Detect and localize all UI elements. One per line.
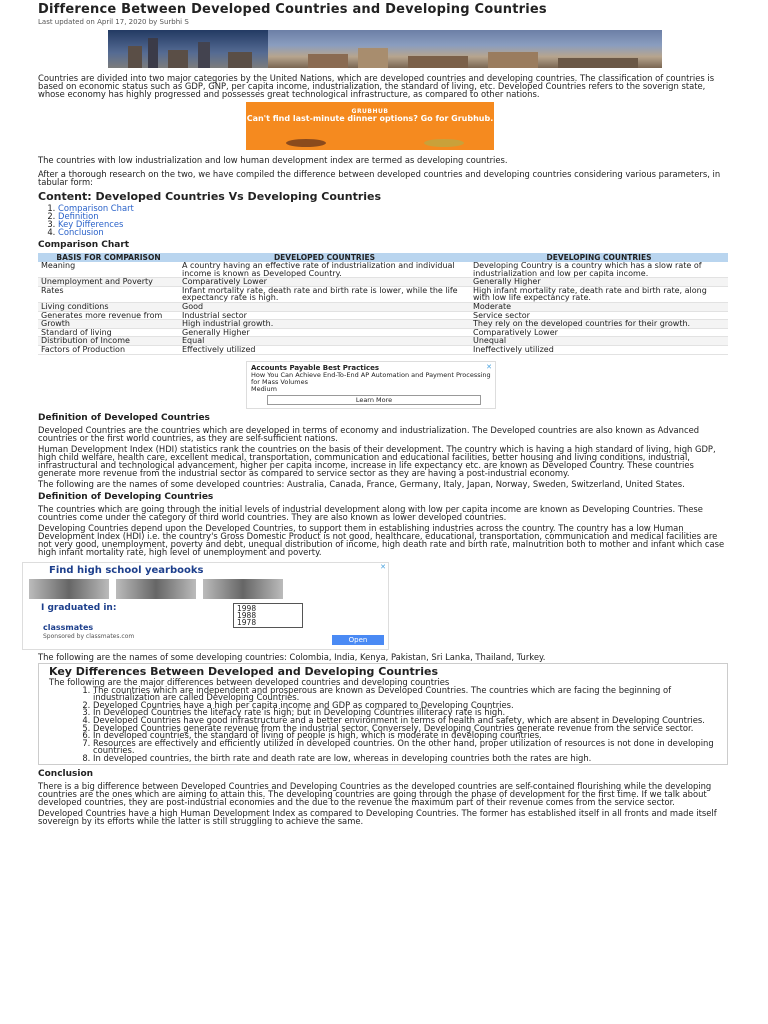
- ad-close-icon[interactable]: ✕: [486, 362, 492, 371]
- conclusion-p2: Developed Countries have a high Human Development Index as compared to Developing Countries. The former has established itself in all fronts and made itself sovereign by its efforts while the latter is still struggling to achieve the same.: [38, 808, 717, 827]
- hero-building: [198, 42, 210, 68]
- food-image-icon: [424, 139, 464, 147]
- def-developing-heading: Definition of Developing Countries: [38, 491, 214, 502]
- table-cell: Equal: [179, 337, 470, 346]
- article-title: Difference Between Developed Countries and Developing Countries: [38, 2, 547, 17]
- table-cell: Effectively utilized: [179, 345, 470, 354]
- table-cell: A country having an effective rate of industrialization and individual income is known as Developed Country.: [179, 262, 470, 278]
- research-paragraph: After a thorough research on the two, we have compiled the difference between developed countries and developing countries considering various parameters, in tabular form:: [38, 169, 721, 187]
- hero-building: [488, 52, 538, 68]
- def-developing-p2: Developing Countries depend upon the Developed Countries, to support them in establishing industries across the country. The country has a low Human Development Index (HDI) i.e. the country's Gross Domestic Product is not good, healthcare, educational, transportation, communication and medical facilities are not very good, unemployment, poverty and debt, unequal distribution of income, high death rate and birth rate, malnutrition both to mother and infant which case high infant mortality rate, high level of unemployment and poverty.: [38, 522, 725, 557]
- table-row: [38, 328, 728, 337]
- hero-building: [168, 50, 188, 68]
- hero-building: [558, 58, 638, 68]
- table-header: DEVELOPED COUNTRIES: [179, 253, 470, 262]
- toc-item: [58, 220, 728, 228]
- table-cell: Ineffectively utilized: [470, 345, 728, 354]
- yearbook-photos: [29, 579, 285, 603]
- toc-link-conclusion[interactable]: Conclusion: [58, 227, 104, 237]
- hero-building: [148, 38, 158, 68]
- hero-building: [128, 46, 142, 68]
- year-option[interactable]: 1998: [237, 603, 257, 613]
- food-image-icon: [286, 139, 326, 147]
- table-cell: Good: [179, 302, 470, 311]
- table-cell: Unequal: [470, 337, 728, 346]
- table-cell: Comparatively Lower: [179, 278, 470, 287]
- toc-item: [58, 228, 728, 236]
- toc-link-key-differences[interactable]: Key Differences: [58, 219, 124, 229]
- list-item: 6. In developed countries, the standard of living of people is high, which is moderate in developing countries.: [93, 732, 717, 740]
- table-cell: Unemployment and Poverty: [38, 278, 179, 287]
- table-cell: Infant mortality rate, death rate and birth rate is lower, while the life expectancy rate is high.: [179, 286, 470, 302]
- medium-ad-body: How You Can Achieve End-To-End AP Automation and Payment Processing for Mass Volumes: [251, 370, 491, 386]
- comparison-heading: Comparison Chart: [38, 240, 130, 250]
- table-cell: Factors of Production: [38, 345, 179, 354]
- ad-close-icon[interactable]: ✕: [380, 562, 386, 571]
- table-cell: Generates more revenue from: [38, 311, 179, 320]
- table-cell: Comparatively Lower: [470, 328, 728, 337]
- classmates-ad[interactable]: [22, 562, 389, 650]
- table-cell: Rates: [38, 286, 179, 302]
- table-of-contents: [38, 204, 728, 236]
- table-cell: Living conditions: [38, 302, 179, 311]
- intro-paragraph: Countries are divided into two major categories by the United Nations, which are developed countries and developing countries. The classification of countries is based on economic status such as GDP, GNP, per capita income, industrialization, the standard of living, etc. Developed Countries refers to the soverign state, whose economy has highly progressed and possesses great technological infrastructure, as compared to other nations.: [38, 73, 715, 99]
- table-cell: High infant mortality rate, death rate and birth rate, along with low life expectancy rate.: [470, 286, 728, 302]
- learn-more-button[interactable]: Learn More: [267, 395, 481, 405]
- table-row: [38, 262, 728, 278]
- year-select[interactable]: [233, 603, 303, 628]
- key-differences-intro: The following are the major differences between developed countries and developing countries: [49, 676, 450, 687]
- hero-building: [308, 54, 348, 68]
- table-row: [38, 320, 728, 329]
- table-cell: Service sector: [470, 311, 728, 320]
- table-header: DEVELOPING COUNTRIES: [470, 253, 728, 262]
- medium-ad[interactable]: [246, 361, 496, 409]
- year-option[interactable]: 1988: [237, 610, 257, 620]
- def-developing-p3: The following are the names of some developing countries: Colombia, India, Kenya, Pakistan, Sri Lanka, Thailand, Turkey.: [38, 651, 546, 662]
- table-row: [38, 337, 728, 346]
- classmates-ad-headline: Find high school yearbooks: [49, 564, 204, 576]
- key-differences-list: [49, 684, 717, 763]
- medium-ad-headline: Accounts Payable Best Practices: [251, 363, 380, 372]
- table-cell: Developing Country is a country which has a slow rate of industrialization and low per capita income.: [470, 262, 728, 278]
- toc-item: [58, 204, 728, 212]
- list-item: 2. Developed Countries have a high per capita income and GDP as compared to Developing Countries.: [93, 702, 717, 710]
- hero-building: [408, 56, 468, 68]
- list-item: 4. Developed Countries have good infrastructure and a better environment in terms of health and safety, which are absent in Developing Countries.: [93, 717, 717, 725]
- list-item: 1. The countries which are independent and prosperous are known as Developed Countries. The countries which are facing the beginning of industrialization are called Developing Countries.: [93, 687, 717, 702]
- sponsored-label: Sponsored by classmates.com: [43, 632, 135, 640]
- table-cell: Meaning: [38, 262, 179, 278]
- toc-item: [58, 212, 728, 220]
- yearbook-photo: [116, 579, 196, 599]
- table-cell: Distribution of Income: [38, 337, 179, 346]
- graduated-label: I graduated in:: [41, 602, 117, 613]
- table-cell: They rely on the developed countries for their growth.: [470, 320, 728, 329]
- open-button[interactable]: Open: [332, 635, 384, 645]
- toc-link-comparison[interactable]: Comparison Chart: [58, 203, 134, 213]
- content-heading: Content: Developed Countries Vs Developing Countries: [38, 190, 382, 203]
- def-developed-p2: Human Development Index (HDI) statistics rank the countries on the basis of their development. The country which is having a high standard of living, high GDP, high child welfare, health care, excellent medical, transportation, communication and educational facilities, better housing and living conditions, industrial, infrastructural and technological advancement, higher per capita income, increase in life expectancy etc. are known as Developed Country. These countries generate more revenue from the industrial sector as compared to service sector as they are having a post-industrial economy.: [38, 443, 716, 478]
- comparison-table: [38, 253, 728, 355]
- def-developed-p1: Developed Countries are the countries which are developed in terms of economy and industrialization. The Developed countries are also known as Advanced countries or the first world countries, as they are self-sufficient nations.: [38, 424, 700, 443]
- year-option[interactable]: 1978: [237, 617, 257, 627]
- yearbook-photo: [203, 579, 283, 599]
- table-cell: Moderate: [470, 302, 728, 311]
- table-row: [38, 278, 728, 287]
- def-developed-p3: The following are the names of some developed countries: Australia, Canada, France, Germany, Italy, Japan, Norway, Sweden, Switzerland, United States.: [38, 478, 685, 489]
- article-content: [38, 0, 728, 825]
- grubhub-ad-text: Can't find last-minute dinner options? Go for Grubhub.: [246, 114, 494, 123]
- article-meta: Last updated on April 17, 2020 by Surbhi S: [38, 18, 189, 26]
- toc-link-definition[interactable]: Definition: [58, 211, 99, 221]
- hero-building: [358, 48, 388, 68]
- def-developing-p1: The countries which are going through the initial levels of industrial development along with low per capita income are known as Developing Countries. These countries come under the category of third world countries. They are also known as lower developed countries.: [38, 503, 703, 522]
- table-row: [38, 345, 728, 354]
- table-row: [38, 286, 728, 302]
- table-cell: Standard of living: [38, 328, 179, 337]
- list-item: 5. Developed Countries generate revenue from the industrial sector. Conversely, Developing Countries generate revenue from the service sector.: [93, 725, 717, 733]
- table-cell: Growth: [38, 320, 179, 329]
- table-cell: Generally Higher: [179, 328, 470, 337]
- yearbook-photo: [29, 579, 109, 599]
- developing-intro: The countries with low industrialization and low human development index are termed as developing countries.: [38, 155, 508, 165]
- hero-image: [108, 30, 662, 68]
- def-developed-heading: Definition of Developed Countries: [38, 412, 210, 423]
- table-cell: Generally Higher: [470, 278, 728, 287]
- list-item: 8. In developed countries, the birth rate and death rate are low, whereas in developing countries both the rates are high.: [93, 755, 717, 763]
- list-item: 3. In Developed Countries the literacy rate is high; but in Developing Countries illiteracy rate is high.: [93, 709, 717, 717]
- grubhub-logo: GRUBHUB: [351, 108, 389, 115]
- hero-building: [228, 52, 252, 68]
- list-item: 7. Resources are effectively and efficiently utilized in developed countries. On the other hand, proper utilization of resources is not done in developing countries.: [93, 740, 717, 755]
- key-differences-box: [38, 663, 728, 766]
- grubhub-ad[interactable]: [246, 102, 494, 150]
- medium-ad-source: Medium: [251, 384, 277, 393]
- table-cell: High industrial growth.: [179, 320, 470, 329]
- table-row: [38, 302, 728, 311]
- key-differences-heading: Key Differences Between Developed and Developing Countries: [49, 664, 439, 678]
- conclusion-heading: Conclusion: [38, 769, 94, 780]
- conclusion-p1: There is a big difference between Developed Countries and Developing Countries as the developed countries are self-contained flourishing while the developing countries are the ones which are aiming to attain this. The developing countries are going through the phase of development for the first time. If we talk about developed countries, they are post-industrial economies and the due to the revenue the maximum part of their revenue comes from the service sector.: [38, 781, 712, 808]
- classmates-logo: classmates: [43, 622, 94, 632]
- table-header: BASIS FOR COMPARISON: [38, 253, 179, 262]
- table-cell: Industrial sector: [179, 311, 470, 320]
